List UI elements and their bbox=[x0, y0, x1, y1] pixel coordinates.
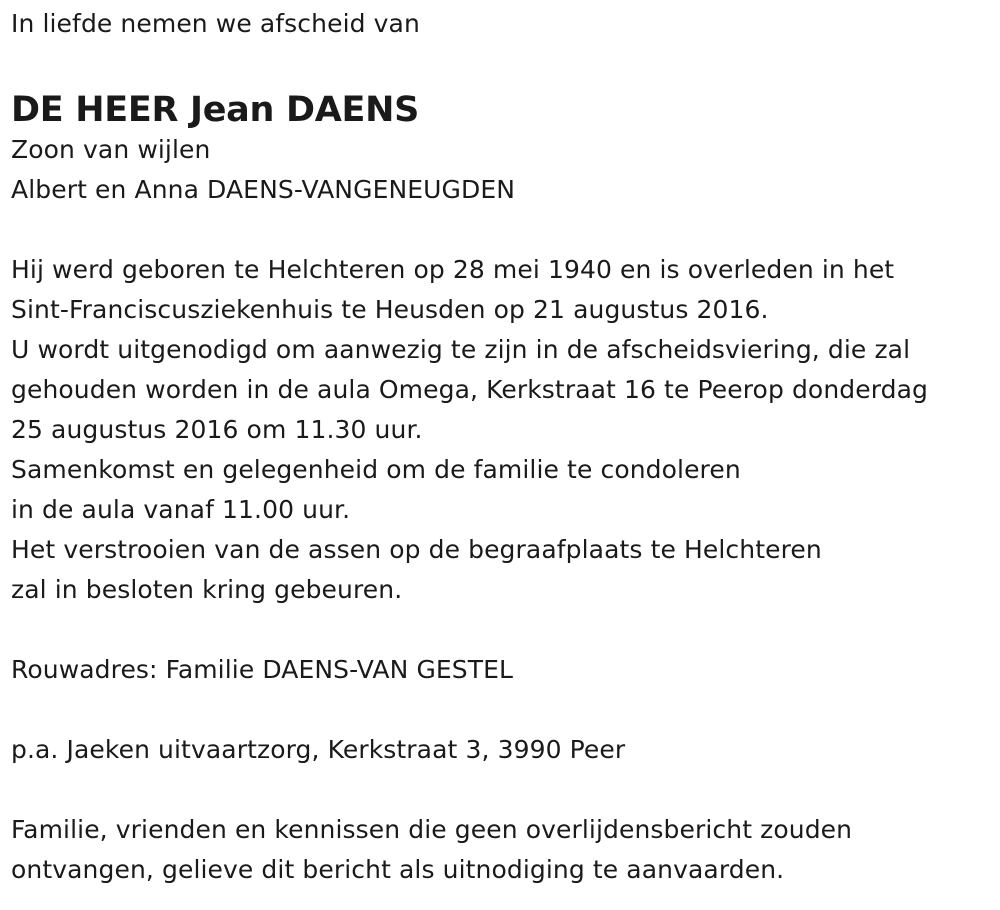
closing-line-2: ontvangen, gelieve dit bericht als uitnodiging te aanvaarden. bbox=[11, 855, 785, 884]
body-line-2: Sint-Franciscusziekenhuis te Heusden op 21 augustus 2016. bbox=[11, 295, 769, 324]
intro-line: In liefde nemen we afscheid van bbox=[11, 9, 420, 38]
body-line-3: U wordt uitgenodigd om aanwezig te zijn in de afscheidsviering, die zal bbox=[11, 335, 911, 364]
body-line-9: zal in besloten kring gebeuren. bbox=[11, 575, 403, 604]
body-line-5: 25 augustus 2016 om 11.30 uur. bbox=[11, 415, 423, 444]
body-line-7: in de aula vanaf 11.00 uur. bbox=[11, 495, 351, 524]
spacer bbox=[11, 690, 991, 730]
body-line-8: Het verstrooien van de assen op de begraafplaats te Helchteren bbox=[11, 535, 822, 564]
spacer bbox=[11, 610, 991, 650]
parents-line-1: Zoon van wijlen bbox=[11, 135, 211, 164]
obituary-document bbox=[11, 0, 991, 890]
spacer bbox=[11, 210, 991, 250]
care-of-address-line: p.a. Jaeken uitvaartzorg, Kerkstraat 3, 3990 Peer bbox=[11, 735, 626, 764]
deceased-name: DE HEER Jean DAENS bbox=[11, 90, 420, 130]
spacer bbox=[11, 770, 991, 810]
body-line-6: Samenkomst en gelegenheid om de familie te condoleren bbox=[11, 455, 741, 484]
body-line-1: Hij werd geboren te Helchteren op 28 mei 1940 en is overleden in het bbox=[11, 255, 895, 284]
body-line-4: gehouden worden in de aula Omega, Kerkstraat 16 te Peerop donderdag bbox=[11, 375, 929, 404]
parents-line-2: Albert en Anna DAENS-VANGENEUGDEN bbox=[11, 175, 516, 204]
closing-line-1: Familie, vrienden en kennissen die geen overlijdensbericht zouden bbox=[11, 815, 853, 844]
mourning-address-line: Rouwadres: Familie DAENS-VAN GESTEL bbox=[11, 655, 514, 684]
